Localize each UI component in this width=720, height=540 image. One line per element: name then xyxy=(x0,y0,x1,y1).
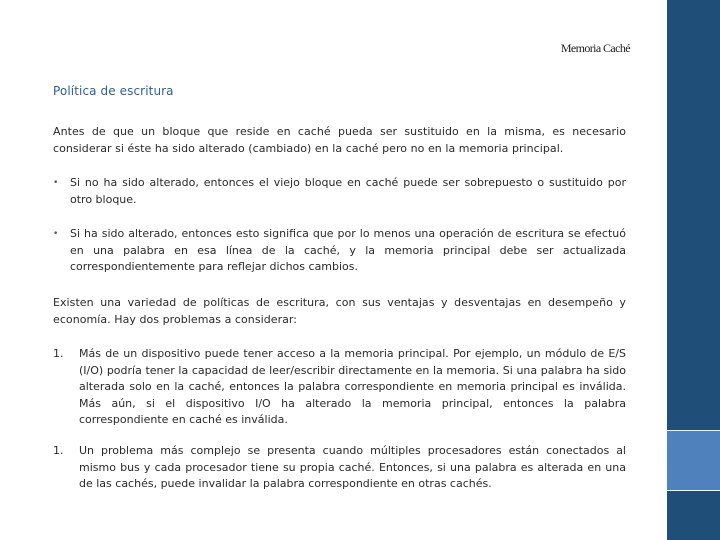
slide-header-title: Memoria Caché xyxy=(560,41,630,55)
bullet-marker: • xyxy=(53,229,59,239)
bullet-text: Si no ha sido alterado, entonces el viejo bloque en caché puede ser sobrepuesto o sustituido por otro bloque. xyxy=(70,176,626,206)
number-marker: 1. xyxy=(53,347,64,360)
bullet-text: Si ha sido alterado, entonces esto significa que por lo menos una operación de escritura se efectuó en una palabra en esa línea de la caché, y la memoria principal debe ser actualizada correspondientemente para reflejar dichos cambios. xyxy=(70,227,626,273)
side-accent-line-bottom xyxy=(667,490,720,491)
policies-paragraph: Existen una variedad de políticas de escritura, con sus ventajas y desventajas en desempeño y economía. Hay dos problemas a considerar: xyxy=(53,296,626,326)
bullet-marker: • xyxy=(53,178,59,188)
numbered-text: Un problema más complejo se presenta cuando múltiples procesadores están conectados al mismo bus y cada procesador tiene su propia caché. Entonces, si una palabra es alterada en una de las cachés, puede invalidar la palabra correspondiente en otras cachés. xyxy=(79,444,626,490)
intro-paragraph: Antes de que un bloque que reside en caché pueda ser sustituido en la misma, es necesario considerar si éste ha sido alterado (cambiado) en la caché pero no en la memoria principal. xyxy=(53,125,626,155)
numbered-text: Más de un dispositivo puede tener acceso a la memoria principal. Por ejemplo, un módulo de E/S (I/O) podría tener la capacidad de leer/escribir directamente en la memoria. Si una palabra ha sido alterada solo en la caché, entonces la palabra correspondiente en memoria principal es inválida. Más aún, si el dispositivo I/O ha alterado la memoria principal, entonces la palabra correspondiente en caché es inválida. xyxy=(79,347,626,426)
section-title: Política de escritura xyxy=(53,84,174,98)
number-marker: 1. xyxy=(53,444,64,457)
side-accent-line-top xyxy=(667,430,720,431)
side-accent-block xyxy=(667,431,720,490)
